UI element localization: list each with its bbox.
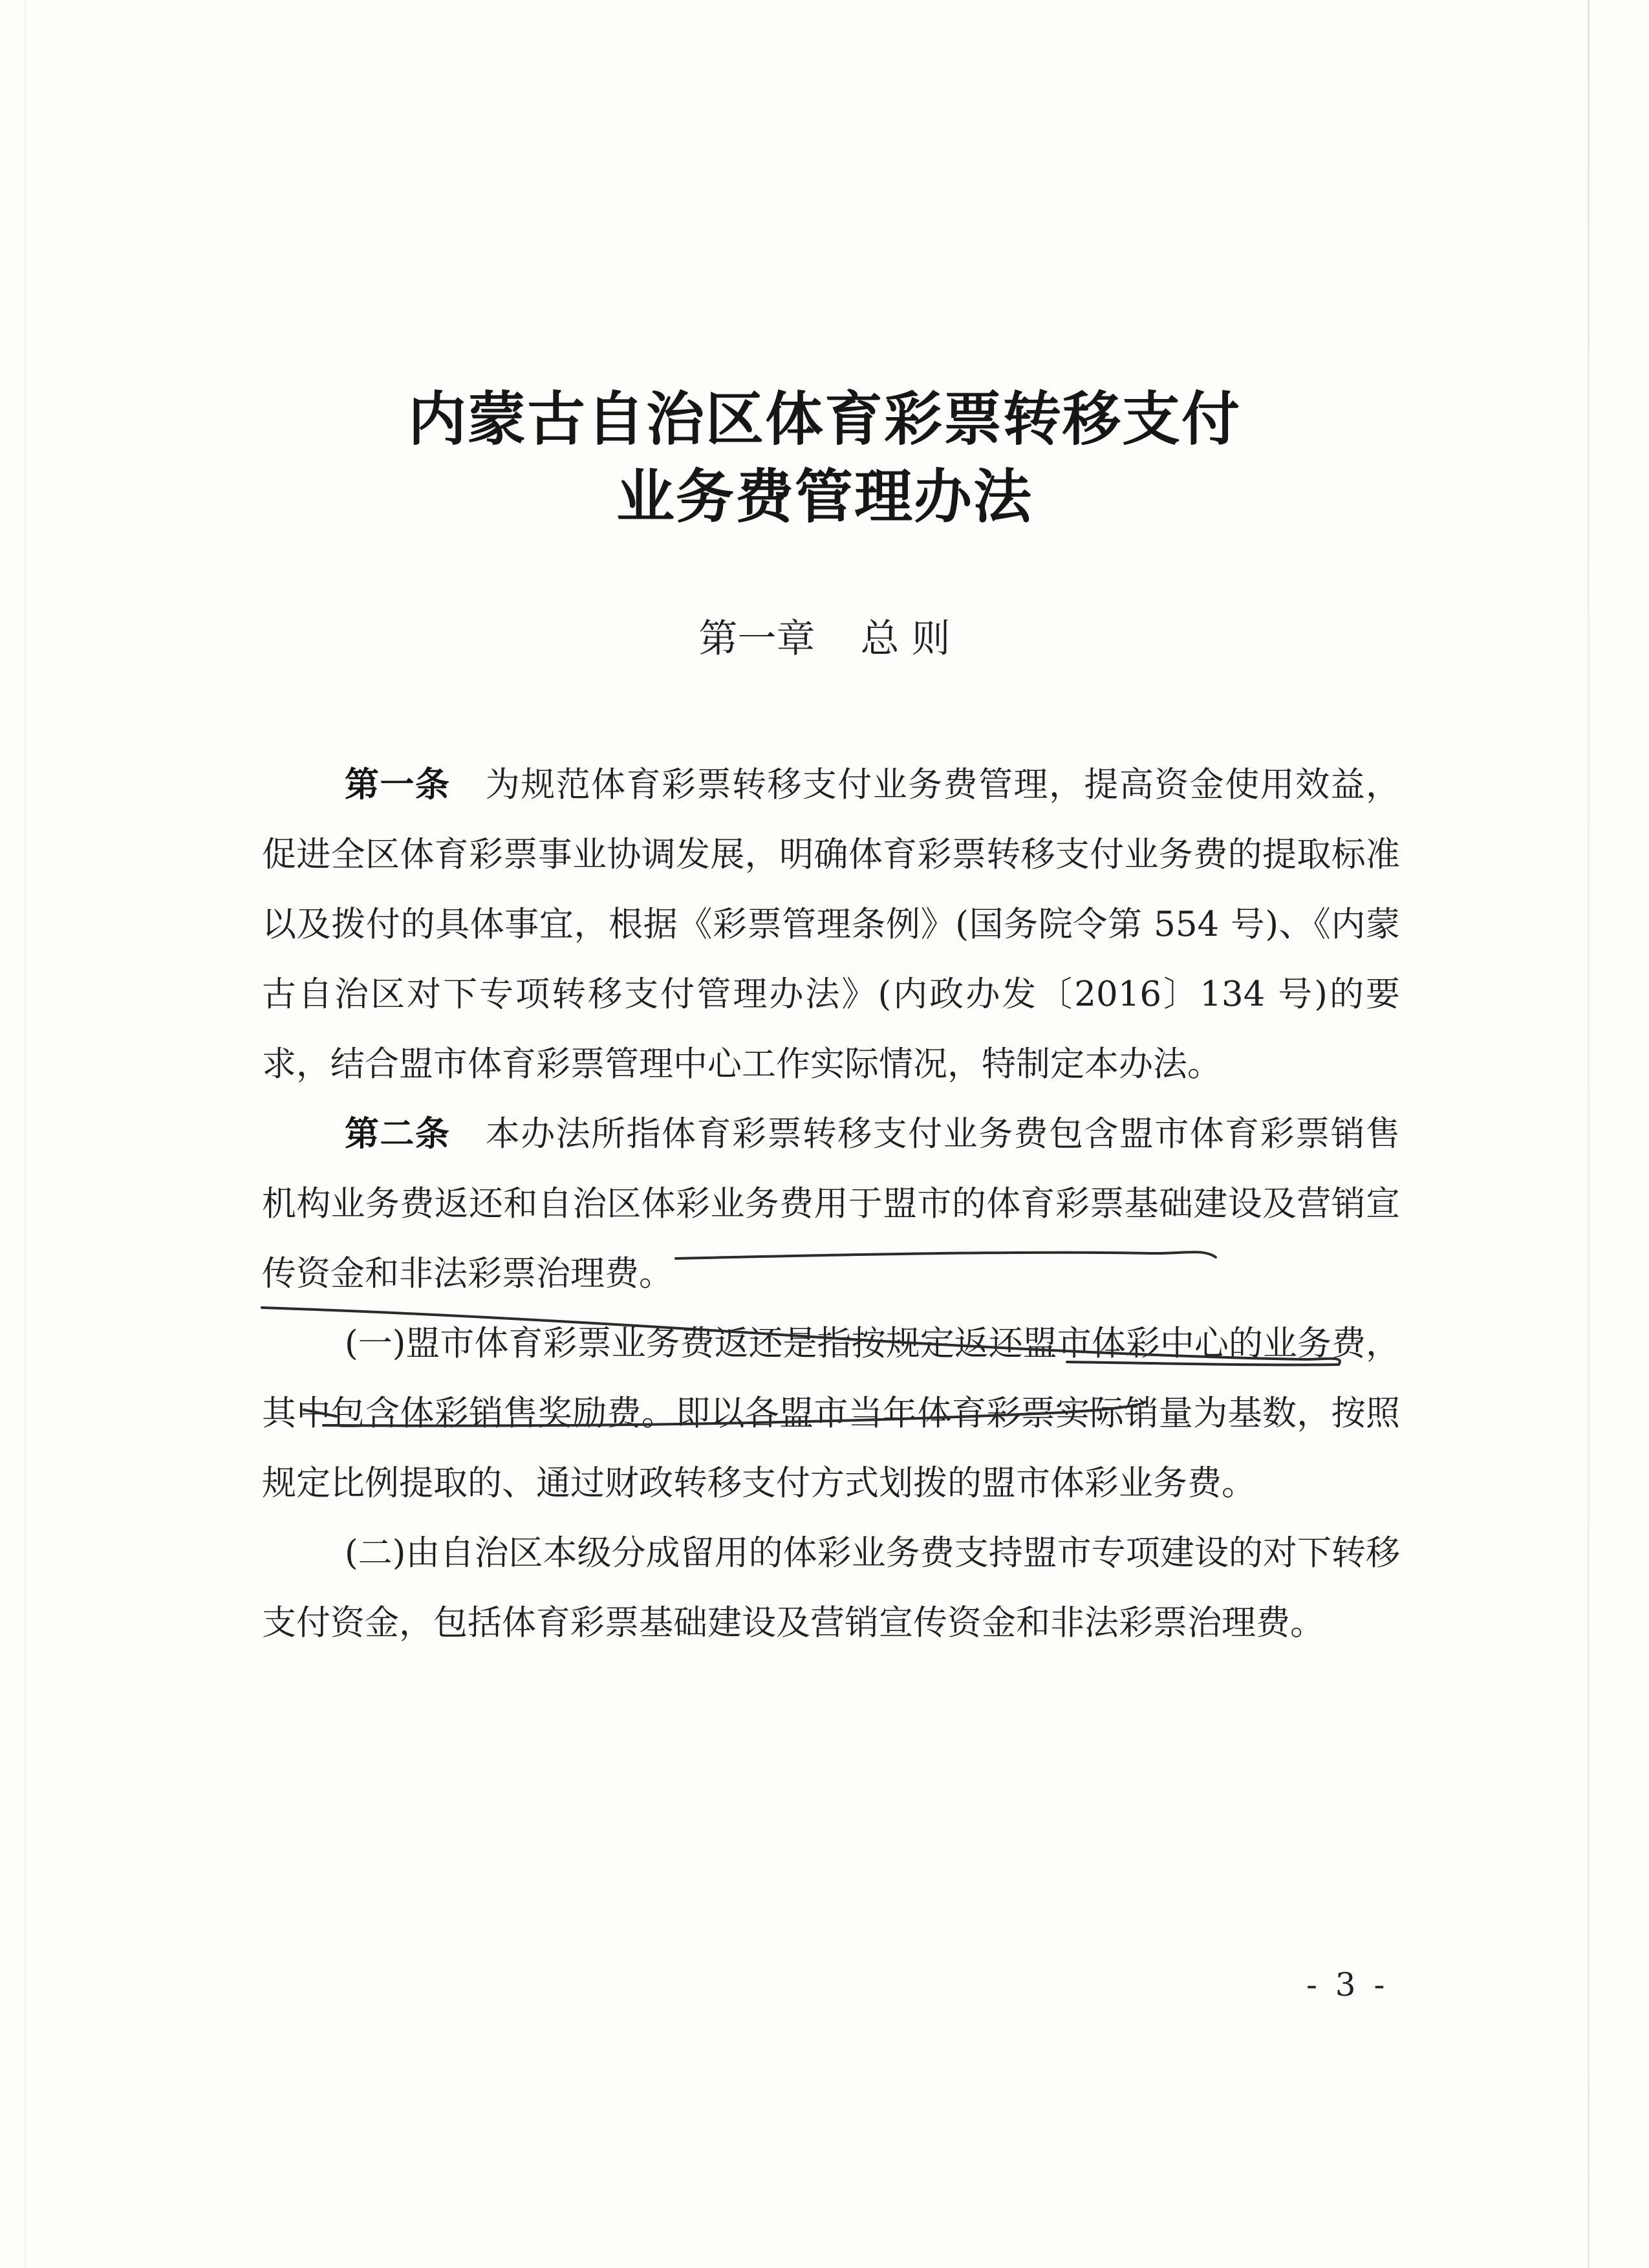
scan-edge-shadow — [25, 0, 26, 2268]
document-title-line2: 业务费管理办法 — [616, 463, 1033, 531]
article-2-label: 第二条 — [345, 1114, 451, 1154]
article-2-item-2: (二)由自治区本级分成留用的体彩业务费支持盟市专项建设的对下转移支付资金，包括体育彩票基础建设及营销宣传资金和非法彩票治理费。 — [262, 1533, 1400, 1643]
scan-fold-shadow — [1588, 0, 1590, 2268]
article-2-item-1: (一)盟市体育彩票业务费返还是指按规定返还盟市体彩中心的业务费，其中包含体彩销售奖励费。即以各盟市当年体育彩票实际销量为基数，按照规定比例提取的、通过财政转移支付方式划拨的盟市体彩业务费。 — [262, 1324, 1400, 1503]
chapter-heading — [0, 608, 1649, 664]
page-number: - 3 - — [1306, 1966, 1389, 2003]
article-1 — [262, 750, 1400, 1099]
document-title-line1: 内蒙古自治区体育彩票转移支付 — [408, 385, 1241, 453]
article-2 — [262, 1099, 1400, 1309]
chapter-title: 总 则 — [860, 616, 951, 662]
chapter-label: 第一章 — [698, 616, 815, 662]
document-body — [262, 750, 1400, 1658]
article-1-text: 为规范体育彩票转移支付业务费管理，提高资金使用效益，促进全区体育彩票事业协调发展，明确体育彩票转移支付业务费的提取标准以及拨付的具体事宜，根据《彩票管理条例》(国务院令第 554 号)、《内蒙古自治区对下专项转移支付管理办法》(内政办发〔2016〕134 号)的要求，结合盟市体育彩票管理中心工作实际情况，特制定本办法。 — [262, 765, 1401, 1084]
article-2-text: 本办法所指体育彩票转移支付业务费包含盟市体育彩票销售机构业务费返还和自治区体彩业务费用于盟市的体育彩票基础建设及营销宣传资金和非法彩票治理费。 — [262, 1114, 1401, 1293]
article-1-label: 第一条 — [345, 765, 451, 805]
